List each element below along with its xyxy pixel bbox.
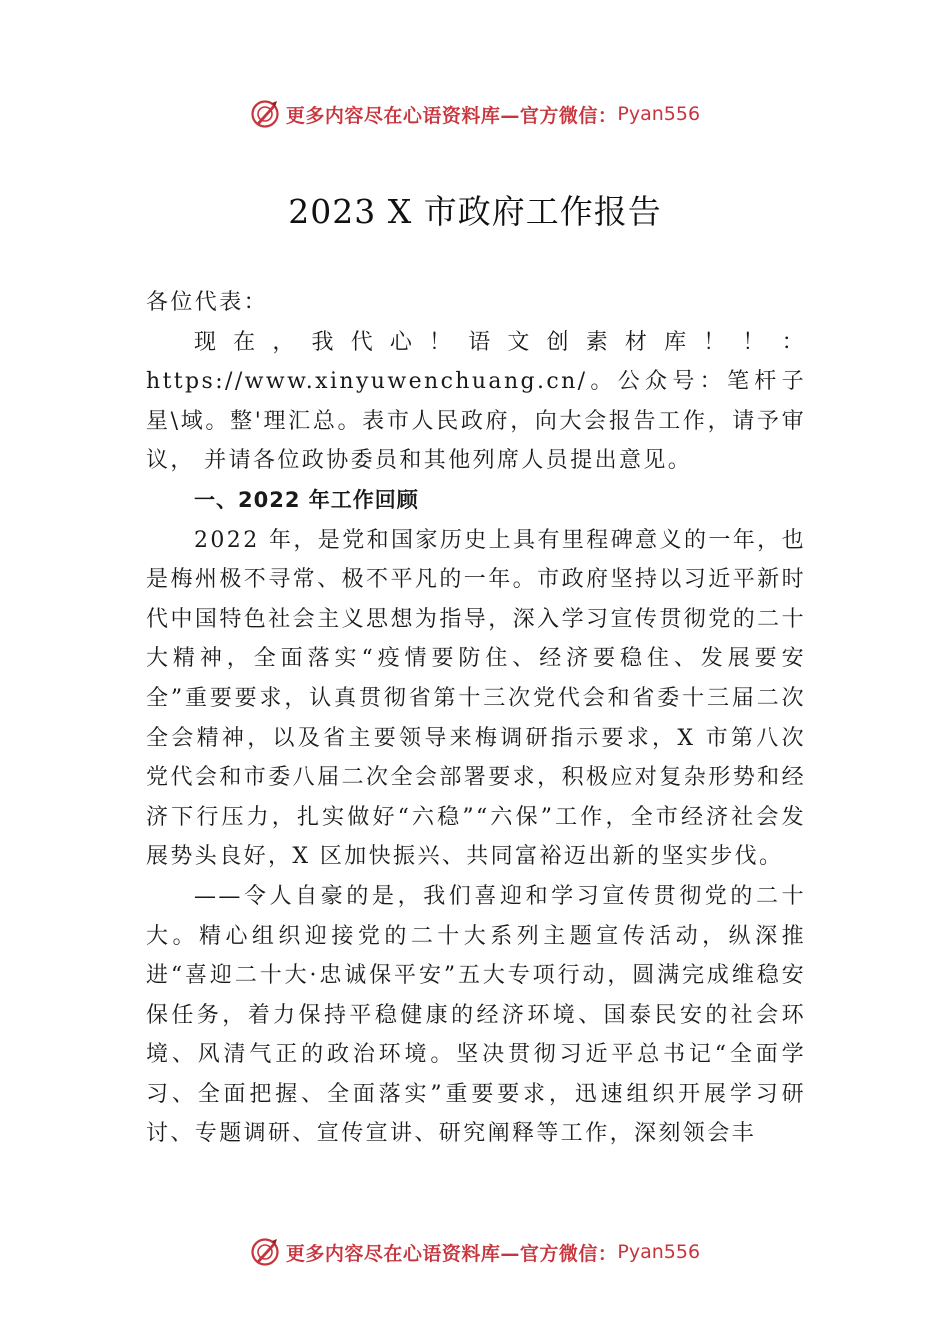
document-title: 2023 X 市政府工作报告 bbox=[288, 192, 662, 231]
banner-promo-text: 更多内容尽在心语资料库—官方微信： bbox=[285, 1242, 618, 1265]
body-paragraph: 2022 年，是党和国家历史上具有里程碑意义的一年，也是梅州极不寻常、极不平凡的一年。市政府坚持以习近平新时代中国特色社会主义思想为指导，深入学习宣传贯彻党的二十大精神，全面落实“疫情要防住、经济要稳住、发展要安全”重要要求，认真贯彻省第十三次党代会和省委十三届二次全会精神，以及省主要领导来梅调研指示要求，X 市第八次党代会和市委八届二次全会部署要求，积极应对复杂形势和经济下行压力，扎实做好“六稳”“六保”工作，全市经济社会发展势头良好，X 区加快振兴、共同富裕迈出新的坚实步伐。 bbox=[146, 527, 806, 870]
quill-seal-icon bbox=[250, 99, 280, 129]
document-body bbox=[146, 283, 806, 1154]
banner-wechat-id: Pyan556 bbox=[617, 103, 701, 125]
section-heading: 一、2022 年工作回顾 bbox=[194, 487, 419, 512]
salutation: 各位代表： bbox=[146, 290, 269, 315]
footer-banner bbox=[0, 1232, 950, 1272]
body-paragraph: ——令人自豪的是，我们喜迎和学习宣传贯彻党的二十大。精心组织迎接党的二十大系列主题宣传活动，纵深推进“喜迎二十大·忠诚保平安”五大专项行动，圆满完成维稳安保任务，着力保持平稳健康的经济环境、国泰民安的社会环境、风清气正的政治环境。坚决贯彻习近平总书记“全面学习、全面把握、全面落实”重要要求，迅速组织开展学习研讨、专题调研、宣传宣讲、研究阐释等工作，深刻领会丰 bbox=[146, 883, 806, 1147]
intro-paragraph: 现在，我代心！语文创素材库！！：https://www.xinyuwenchuang.cn/。公众号：笔杆子星\域。整'理汇总。表市人民政府，向大会报告工作，请予审议， 并请各位政协委员和其他列席人员提出意见。 bbox=[146, 329, 806, 474]
header-banner bbox=[0, 94, 950, 134]
banner-promo-text: 更多内容尽在心语资料库—官方微信： bbox=[285, 104, 618, 127]
banner-wechat-id: Pyan556 bbox=[617, 1241, 701, 1263]
quill-seal-icon bbox=[250, 1237, 280, 1267]
